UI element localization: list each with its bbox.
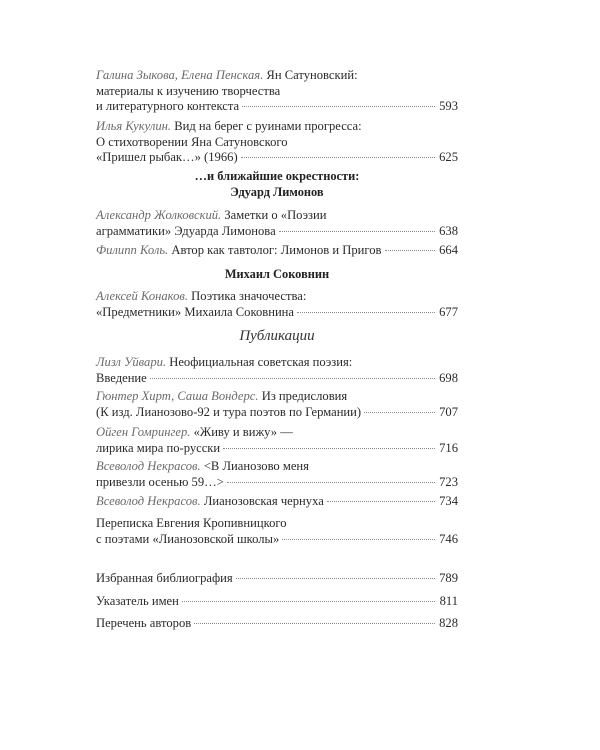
toc-entry-title-text (96, 99, 239, 115)
toc-entry-last-line (96, 405, 458, 421)
toc-entry-author: Всеволод Некрасов. (96, 494, 201, 508)
section-title-publications: Публикации (239, 328, 315, 344)
toc-entry-title: Заметки о «Поэзии (224, 208, 327, 222)
dot-leader (297, 311, 435, 313)
toc-entry-gomringer[interactable] (96, 425, 458, 456)
toc-entry-last-line (96, 99, 458, 115)
toc-entry-title: Перечень авторов (96, 616, 192, 630)
page-number: 625 (439, 150, 458, 165)
toc-entry-last-line (96, 532, 458, 548)
toc-entry-title-text (96, 441, 220, 457)
toc-entry-bibliography[interactable] (96, 571, 458, 587)
dot-leader (327, 500, 435, 502)
dot-leader (236, 577, 435, 579)
section-heading-neighbors: …и ближайшие окрестности: (194, 169, 360, 183)
toc-entry-title: с поэтами «Лианозовской школы» (96, 531, 280, 546)
toc-entry-title: Неофициальная советская поэзия: (169, 355, 353, 369)
toc-entry-title-text (96, 532, 279, 548)
toc-entry-last-line (96, 150, 458, 166)
toc-entry-title: Избранная библиография (96, 571, 233, 585)
toc-entry-ujvari[interactable] (96, 355, 458, 386)
toc-entry-last-line (96, 224, 458, 240)
toc-entry-author: Ойген Гомрингер. (96, 425, 191, 439)
toc-entry-kukulin[interactable] (96, 119, 458, 166)
toc-entry-name-index[interactable] (96, 594, 458, 610)
toc-entry-title: Автор как тавтолог: Лимонов и Пригов (171, 243, 382, 257)
dot-leader (227, 481, 435, 483)
toc-entry-title-text (96, 208, 326, 222)
toc-entry-title-text (96, 355, 352, 369)
toc-entry-title: «Живу и вижу» — (193, 425, 293, 439)
toc-entry-title-text (96, 150, 238, 166)
toc-entry-correspondence[interactable] (96, 516, 458, 547)
toc-entry-author: Филипп Коль. (96, 243, 169, 257)
toc-entry-author: Алексей Конаков. (96, 289, 189, 303)
toc-entry-konakov[interactable] (96, 289, 458, 320)
toc-entry-title: Из предисловия (261, 389, 348, 403)
toc-entry-line (96, 459, 458, 475)
dot-leader (150, 377, 435, 379)
page-number: 677 (439, 304, 458, 319)
toc-entry-title: О стихотворении Яна Сатуновского (96, 134, 288, 149)
toc-entry-title: Введение (96, 370, 147, 385)
toc-entry-title-text (96, 135, 288, 149)
toc-entry-title-text (96, 243, 382, 259)
toc-entry-title-text (96, 289, 306, 303)
toc-entry-title-text (96, 119, 362, 133)
page-number: 734 (439, 494, 458, 508)
toc-entry-author: Александр Жолковский. (96, 208, 222, 222)
toc-entry-title-text (96, 224, 276, 240)
toc-entry-title: аграмматики» Эдуарда Лимонова (96, 223, 276, 238)
toc-entry-last-line (96, 494, 458, 510)
toc-entry-title: и литературного контекста (96, 99, 240, 114)
toc-entry-title-text (96, 594, 179, 610)
toc-entry-nekrasov-lianozovo[interactable] (96, 459, 458, 490)
toc-entry-nekrasov-chernukha[interactable] (96, 494, 458, 510)
toc-entry-title: Поэтика значочества: (191, 289, 307, 303)
section-heading-limonov: Эдуард Лимонов (230, 185, 324, 199)
toc-entry-line (96, 425, 458, 441)
toc-entry-authors-list[interactable] (96, 616, 458, 632)
toc-entry-title: Ян Сатуновский: (266, 68, 358, 82)
toc-entry-author: Лизл Уйвари. (96, 355, 167, 369)
page-number: 707 (439, 404, 458, 419)
toc-entry-zholkovsky[interactable] (96, 208, 458, 239)
page-number: 789 (439, 571, 458, 585)
toc-entry-line (96, 355, 458, 371)
page-number: 746 (439, 531, 458, 546)
toc-entry-line (96, 84, 458, 100)
toc-entry-last-line (96, 475, 458, 491)
dot-leader (241, 156, 435, 158)
toc-entry-title-text (96, 425, 293, 439)
toc-entry-line (96, 208, 458, 224)
toc-entry-last-line (96, 371, 458, 387)
dot-leader (182, 600, 435, 602)
toc-entry-title: <В Лианозово меня (203, 459, 309, 473)
toc-entry-title-text (96, 571, 233, 587)
toc-entry-last-line (96, 571, 458, 587)
toc-entry-author: Галина Зыкова, Елена Пенская. (96, 68, 264, 82)
toc-entry-title: Лианозовская чернуха (203, 494, 324, 508)
toc-entry-title: «Предметники» Михаила Соковнина (96, 304, 295, 319)
page-number: 828 (439, 616, 458, 630)
page-number: 638 (439, 223, 458, 238)
toc-entry-last-line (96, 594, 458, 610)
page-number: 716 (439, 440, 458, 455)
page-number: 723 (439, 474, 458, 489)
toc-entry-line (96, 289, 458, 305)
page-number: 664 (439, 243, 458, 257)
toc-entry-title: «Пришел рыбак…» (1966) (96, 150, 238, 165)
toc-entry-title-text (96, 516, 287, 530)
page-number: 811 (439, 594, 458, 608)
toc-entry-author: Всеволод Некрасов. (96, 459, 201, 473)
page-number: 698 (439, 370, 458, 385)
dot-leader (385, 249, 436, 251)
toc-entry-hirt-wonders[interactable] (96, 389, 458, 420)
dot-leader (242, 105, 435, 107)
toc-entry-line (96, 516, 458, 532)
toc-entry-title-text (96, 494, 324, 510)
toc-entry-title-text (96, 616, 191, 632)
toc-entry-line (96, 68, 458, 84)
toc-entry-title-text (96, 475, 224, 491)
dot-leader (364, 411, 435, 413)
toc-entry-title: (К изд. Лианозово-92 и тура поэтов по Германии) (96, 404, 362, 419)
toc-entry-last-line (96, 305, 458, 321)
toc-entry-title-text (96, 371, 147, 387)
toc-entry-last-line (96, 441, 458, 457)
toc-entry-title-text (96, 305, 294, 321)
dot-leader (282, 538, 435, 540)
toc-entry-last-line (96, 616, 458, 632)
toc-entry-title: Вид на берег с руинами прогресса: (174, 119, 362, 133)
toc-entry-title-text (96, 459, 309, 473)
toc-entry-title: Переписка Евгения Кропивницкого (96, 516, 287, 530)
toc-entry-title: материалы к изучению творчества (96, 83, 281, 98)
dot-leader (223, 447, 435, 449)
toc-entry-title-text (96, 405, 361, 421)
section-heading-sokovnin: Михаил Соковнин (224, 267, 330, 281)
toc-entry-title: лирика мира по-русски (96, 440, 221, 455)
dot-leader (194, 622, 435, 624)
toc-entry-author: Илья Кукулин. (96, 119, 172, 133)
toc-entry-line (96, 135, 458, 151)
dot-leader (279, 230, 435, 232)
toc-entry-author: Гюнтер Хирт, Саша Вондерс. (96, 389, 259, 403)
toc-entry-line (96, 119, 458, 135)
toc-entry-title-text (96, 389, 347, 403)
toc-entry-line (96, 389, 458, 405)
page-number: 593 (439, 99, 458, 114)
toc-entry-kol[interactable] (96, 243, 458, 259)
toc-entry-title-text (96, 84, 280, 98)
toc-entry-title-text (96, 68, 358, 82)
toc-entry-last-line (96, 243, 458, 259)
toc-entry-title: привезли осенью 59…> (96, 474, 224, 489)
toc-entry-title: Указатель имен (96, 594, 179, 608)
toc-entry-zykova-penskaya[interactable] (96, 68, 458, 115)
